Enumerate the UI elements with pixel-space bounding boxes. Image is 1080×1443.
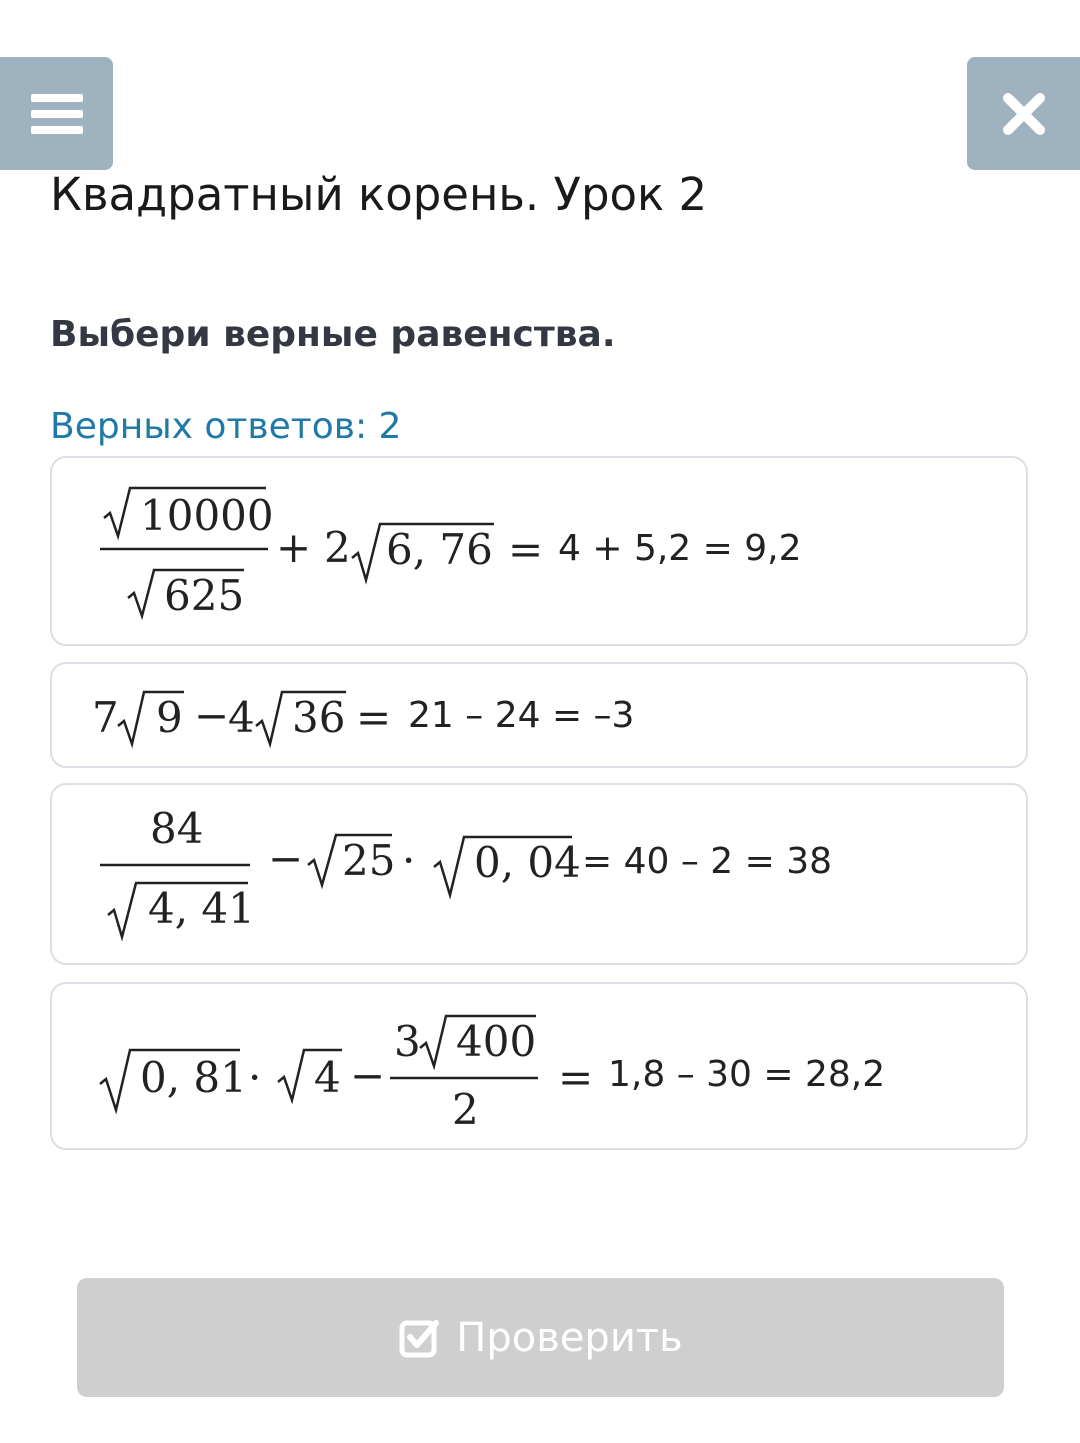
answer-option-1[interactable] [50,456,1028,646]
formula-2-result: 21 – 24 = –3 [408,695,635,736]
formula-1 [52,458,552,648]
formula-4-dot: · [248,1053,262,1102]
formula-2-coef1: 7 [92,693,119,742]
formula-2-coef2: 4 [228,693,255,742]
formula-2-radicand2: 36 [292,693,346,742]
formula-1-num-radicand: 10000 [140,491,274,540]
formula-1-coef: 2 [324,523,351,572]
answer-option-4[interactable] [50,982,1028,1150]
formula-3-minus: − [268,834,304,883]
check-button[interactable] [77,1278,1004,1397]
formula-3-radicand2: 0, 04 [474,838,581,887]
formula-2-radicand1: 9 [156,693,183,742]
answer-option-3[interactable] [50,783,1028,965]
checkbox-check-icon [398,1317,440,1359]
correct-answers-count: Верных ответов: 2 [50,406,402,447]
formula-2-eq: = [356,693,392,742]
formula-3-radicand1: 25 [342,836,396,885]
formula-4-denominator: 2 [452,1085,479,1134]
formula-4-radicand2: 4 [314,1053,341,1102]
formula-3 [52,785,592,967]
formula-3-result: = 40 – 2 = 38 [582,841,833,882]
formula-4-num-coef: 3 [394,1017,421,1066]
question-prompt: Выбери верные равенства. [50,314,616,355]
check-button-label: Проверить [456,1314,683,1361]
formula-4-num-radicand: 400 [456,1017,537,1066]
formula-1-plus: + [276,523,312,572]
formula-3-numerator: 84 [150,804,204,853]
formula-1-den-radicand: 625 [164,571,245,620]
formula-3-dot: · [402,836,416,885]
formula-4-result: 1,8 – 30 = 28,2 [608,1054,886,1095]
close-button[interactable] [967,57,1080,170]
formula-4-eq: = [558,1053,594,1102]
page-title: Квадратный корень. Урок 2 [50,168,708,221]
formula-4-radicand1: 0, 81 [140,1053,247,1102]
formula-4-minus: − [350,1051,386,1100]
formula-1-eq: = [508,525,544,574]
answer-option-2[interactable] [50,662,1028,768]
menu-button[interactable] [0,57,113,170]
formula-2 [52,664,412,770]
formula-2-minus: − [194,691,230,740]
formula-3-den-radicand: 4, 41 [148,884,255,933]
formula-1-result: 4 + 5,2 = 9,2 [558,528,802,569]
close-x-icon [1002,92,1046,136]
formula-4 [52,984,612,1152]
hamburger-menu-icon [31,94,83,134]
formula-1-radicand: 6, 76 [386,525,493,574]
